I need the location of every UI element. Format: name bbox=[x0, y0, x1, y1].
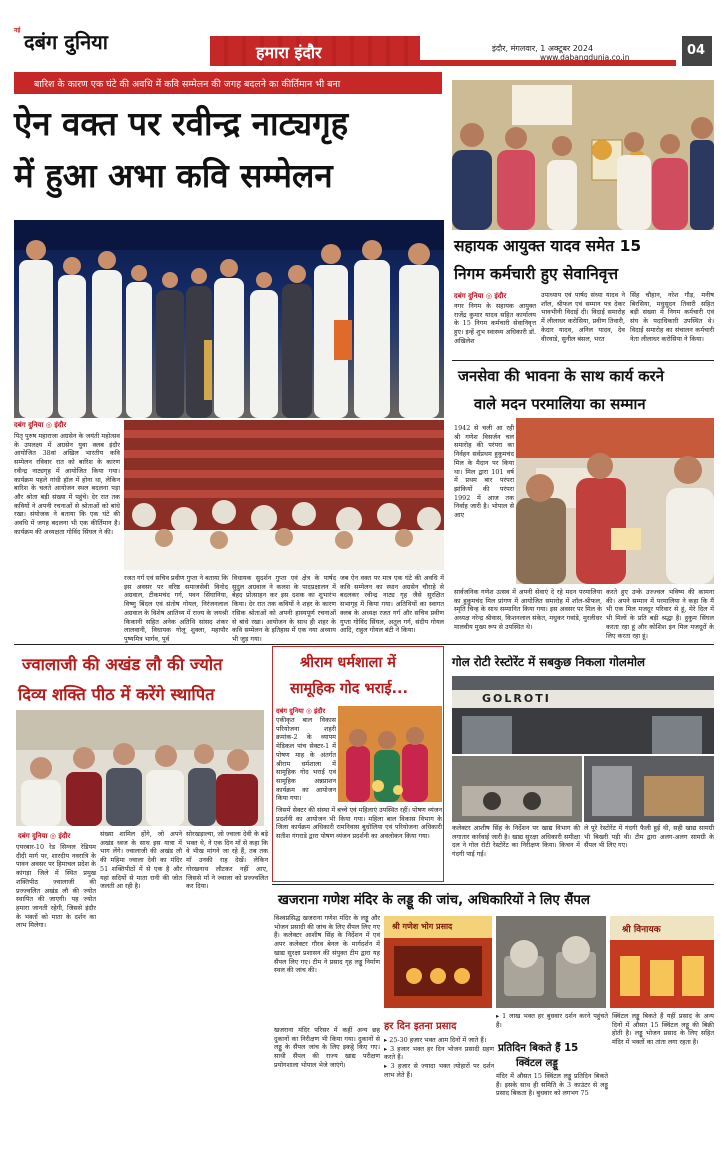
jwala-col-3: सोरखड़ाल्या, जो ज्वाला देवी के बड़े भक्त थे, ने एक दिन माँ से कहा कि वे भीख मांगने जा रहे हैं, तब तक माँ उनकी राह देखें। लेकिन गोरखनाथ लौटकर नहीं आए, जिससे माँ ने ज्वाला को प्रज्ज्वलित कर दिया। bbox=[186, 830, 268, 891]
divider bbox=[272, 884, 714, 885]
prasad-list-2 bbox=[496, 1012, 608, 1038]
lead-headline-2: में हुआ अभा कवि सम्मेलन bbox=[14, 156, 333, 195]
prasad-item: ▸ 1 लाख भक्त हर बुधवार दर्शन करने पहुंचते हैं। bbox=[496, 1012, 608, 1029]
section-title: हमारा इंदौर bbox=[256, 43, 322, 62]
ladoo-title-1: प्रतिदिन बिकते हैं 15 bbox=[498, 1043, 579, 1054]
retire-photo-illustration bbox=[452, 80, 714, 230]
lead-col-3: विधायक सुदर्शन गुप्ता एवं क्षेत्र के पार्षद सुदुल अग्रवाल ने कलश के पादप्रक्षालन में बेहद प्रोत्साहन कर इस दशक का शुभारंभ किया। देर रात तक कवियों ने शहर के कारण रसिक श्रोताओं को अपनी हास्यपूर्ण रचनाओं से बांधे रखा। आयोजन के साथ ही शहर के कवि सम्मेलन के इतिहास में एक नया अध्याय भी जुड़ गया। bbox=[232, 574, 336, 643]
golroti-photo-kitchen-1 bbox=[452, 756, 582, 822]
khajrana-photo-sign: श्री गणेश भोग प्रसाद bbox=[392, 922, 453, 931]
logo: नई दबंग दुनिया bbox=[14, 27, 108, 54]
kitchen-illustration bbox=[452, 756, 582, 822]
golroti-photo-kitchen-2 bbox=[584, 756, 714, 822]
prasad-title: हर दिन इतना प्रसाद bbox=[384, 1021, 457, 1032]
golroti-col-3: ले पूरे रेस्टोरेंट में गंदगी फैली हुई थी, सही खाद्य सामग्री भी बिखरी पड़ी थी। टीम द्वारा अलग-अलग सामग्री के सैंपल भी लिए गए। bbox=[584, 824, 714, 850]
lead-col-2: रजत गर्ग एवं सचिव प्रवीण गुप्ता ने बताया कि इस अवसर पर वरिष्ठ समाजसेवी विनोद अग्रवाल, टीकमचंद गर्ग, पवन सिंघानिया, विष्णु बिंदल एवं संतोष गोयल, निरंजनलाल अग्रवाल के विशेष आतिथ्य में राज्य के जयश्री किकानी सहित अनेक अतिथि सांसद शंकर लालवानी, विधायक गोलू शुक्ला, महापौर पुष्यमित्र भार्गव, पूर्व bbox=[124, 574, 228, 643]
divider bbox=[452, 360, 714, 361]
khajrana-photo-prasad bbox=[384, 916, 492, 1008]
jwala-byline: दबंग दुनिया ◎ इंदौर bbox=[18, 832, 71, 840]
prasad-item-text: 1 लाख भक्त हर बुधवार दर्शन करने पहुंचते हैं। bbox=[496, 1012, 608, 1029]
jwala-photo-illustration bbox=[16, 710, 264, 826]
prasad-item-text: 25-30 हजार भक्त आम दिनों में जाते हैं। bbox=[389, 1036, 487, 1044]
shriram-headline-1: श्रीराम धर्मशाला में bbox=[300, 655, 396, 671]
lead-kicker: बारिश के कारण एक घंटे की अवधि में कवि सम्मेलन की जगह बदलने का कीर्तिमान भी बना bbox=[34, 79, 341, 90]
retire-col-2: उपाध्याय एवं पार्षद संध्या यादव ने शॉल, श्रीफल एवं सम्मान पत्र देकर भावभीनी विदाई दी। विदाई समारोह में लीलाधर करोसिया, प्रवीण तिवारी, केदार यादव, अनिल यादव, देव वीरवाडे, सुनील बंसल, भरत bbox=[541, 291, 625, 343]
kitchen-illustration-2 bbox=[584, 756, 714, 822]
retire-headline-1: सहायक आयुक्त यादव समेत 15 bbox=[454, 237, 642, 255]
retire-col-1: नगर निगम के सहायक आयुक्त राजेंद्र कुमार यादव सहित कार्यालय के 15 निगम कर्मचारी सेवानिवृत्त हुए। इन्हें शुभ स्वास्थ्य अधिकारी डॉ. अखिलेश bbox=[454, 302, 536, 345]
jansewa-headline-1: जनसेवा की भावना के साथ कार्य करने bbox=[458, 368, 664, 385]
shriram-col-2: जिसमें सेक्टर की संस्था में बच्चे एवं महिलाएं उपस्थित रहीं। पोषण व्यंजन प्रदर्शनी का आयोजन भी किया गया। महिला बाल विकास विभाग के जिला कार्यक्रम अधिकारी रामनिवास बुधोलिया एवं परियोजना अधिकारी सतीश गंगराडे द्वारा पोषण व्यंजन प्रदर्शनी का अवलोकन किया गया। bbox=[276, 806, 442, 841]
audience-illustration bbox=[124, 420, 444, 570]
retire-photo bbox=[452, 80, 714, 230]
page-number-box bbox=[682, 36, 712, 66]
lead-kicker-bar bbox=[14, 72, 442, 94]
prasad-item: ▸ 25-30 हजार भक्त आम दिनों में जाते हैं। bbox=[384, 1036, 487, 1044]
khajrana-photo-shop bbox=[610, 916, 714, 1008]
page-number: 04 bbox=[687, 43, 706, 58]
section-banner bbox=[210, 36, 420, 66]
storefront-illustration bbox=[452, 676, 714, 754]
shriram-byline: दबंग दुनिया ◎ इंदौर bbox=[276, 707, 326, 715]
jwala-col-2: संख्या शामिल होंगे, जो अपने अखंड ध्वज के साथ इस यात्रा में भाग लेंगे। ज्वालाजी की अखंड लौ की महिमा ज्वाला देवी का मंदिर 51 शक्तिपीठों में से एक है और यहां सदियों से माता रानी की जोत जलती आ रही है। bbox=[100, 830, 182, 891]
dateline: इंदौर, मंगलवार, 1 अक्टूबर 2024 bbox=[492, 44, 594, 53]
golroti-sign: GOLROTI bbox=[482, 692, 551, 705]
khajrana-col-4: क्विंटल लड्डू बिकते हैं यहीं प्रसाद के अन्य दिनों में औसत 15 क्विंटल लड्डू की बिक्री होती है। लड्डू भोजन प्रसाद के लिए सहित मंदिर में भक्तों का तांता लगा रहता है। bbox=[612, 1012, 714, 1047]
retire-col-3: सिंह चौहान, नरेश गौड़, मनीष बिरसिया, मधुसूदन तिवारी सहित बड़ी संख्या में निगम कर्मचारी एवं संघ के पदाधिकारी उपस्थित थे। विदाई समारोह का संचालन कर्मचारी नेता लीलाधर करोसिया ने किया। bbox=[630, 291, 714, 343]
khajrana-headline: खजराना गणेश मंदिर के लड्डू की जांच, अधिकारियों ने लिए सैंपल bbox=[278, 893, 590, 908]
lead-photo-audience bbox=[124, 420, 444, 570]
shriram-photo bbox=[338, 706, 442, 802]
logo-text: दबंग दुनिया bbox=[24, 30, 108, 54]
retire-byline: दबंग दुनिया ◎ इंदौर bbox=[454, 292, 507, 300]
golroti-headline: गोल रोटी रेस्टोरेंट में सबकुछ निकला गोलमोल bbox=[452, 655, 646, 669]
retire-headline-2: निगम कर्मचारी हुए सेवानिवृत्त bbox=[454, 265, 619, 283]
masthead bbox=[0, 0, 725, 68]
golroti-photo-storefront bbox=[452, 676, 714, 754]
jansewa-col-2: सार्वजनिक गणेश उत्सव में अपनी सेवाएं दे रहे मदन परमालिया का हुकुमचंद मिल प्रांगण में आयोजित समारोह में शॉल-श्रीफल, स्मृति चिन्ह के साथ सम्मानित किया गया। इस अवसर पर मिल के अध्यक्ष नरेन्द्र श्रीवास, किशनलाल संकेत, मधुकर गवांडे, मुरलीधर मालवीय मुख्य रूप से उपस्थित थे। bbox=[454, 588, 602, 631]
shriram-col-1: एकीकृत बाल विकास परियोजना शहरी क्रमांक-2 के व्यापम मेडिकल पांच सेक्टर-1 में पोषण माह के अंतर्गत श्रीराम धर्मशाला में सामूहिक गोद भराई एवं सामूहिक अन्नप्राशन कार्यक्रम का आयोजन किया गया। bbox=[276, 716, 336, 803]
jansewa-photo bbox=[516, 418, 714, 584]
jwala-headline-2: दिव्य शक्ति पीठ में करेंगे स्थापित bbox=[18, 685, 215, 704]
shriram-headline-2: सामूहिक गोद भराई... bbox=[290, 681, 409, 697]
ladoo-text: मंदिर में औसत 15 क्विंटल लड्डू प्रतिदिन बिकते हैं। इसके साथ ही समिति के 3 काउंटर से लड्डू प्रसाद बिकता है। बुधवार को लगभग 75 bbox=[496, 1072, 608, 1098]
khajrana-col-1: विश्वप्रसिद्ध खजराना गणेश मंदिर के लड्डू और भोजन प्रसादी की जांच के लिए सैंपल लिए गए हैं। कलेक्टर आशीष सिंह के निर्देशन में एवं अपर कलेक्टर गौरव बेनल के मार्गदर्शन में खाद्य सुरक्षा प्रशासन की संयुक्त टीम द्वारा यह सैंपल लिए गए। टीम ने प्रसाद गृह लड्डू निर्माण स्थल की जांच की। bbox=[274, 914, 380, 975]
prasad-item-text: 3 हजार भक्त हर दिन भोजन प्रसादी ग्रहण करते हैं। bbox=[384, 1044, 494, 1062]
jansewa-headline-2: वाले मदन परमालिया का सम्मान bbox=[474, 396, 646, 413]
jwala-headline-1: ज्वालाजी की अखंड लौ की ज्योत bbox=[22, 655, 223, 674]
jwala-photo bbox=[16, 710, 264, 826]
jwala-col-1: एयरबार-10 रेड सिग्नल रेडियम दीदी मार्ग पर, शारदीय नवरात्रि के पावन अवसर पर हिमाचल प्रदेश के कांगड़ा जिले में स्थित प्रमुख शक्तिपीठ ज्वालाजी की प्रज्ज्वलित अखंड लौ की ज्योत स्थापित की जाएगी। यह ज्योत हमारा जानती रहेगी, जिससे इंदौर के भक्तों को माता के दर्शन का लाभ मिलेगा। bbox=[16, 843, 96, 930]
jansewa-col-3: करते हुए उन्के उज्ज्वल भविष्य की कामना की। अपने सम्मान में परमालिया ने कहा कि मैं भी एक मिल मजदूर परिवार से हूं, मेरे दिल में भी मिलों के प्रति बड़ी श्रद्धा है। हुकुम सिंघल करता रहा हूं और कोशिश इन मिल मजदूरों के लिए करता रहा हूं। bbox=[606, 588, 714, 640]
khajrana-col-2: खजराना मंदिर परिसर में कहीं अन्य छह दुकानों का निरीक्षण भी किया गया। दुकानों से लड्डू के सैंपल जांच के लिए इकट्ठे किए गए। साथी सैंपल की राज्य खाद्य परीक्षण प्रयोगशाला भोपाल भेजे जाएंगे। bbox=[274, 1026, 380, 1069]
prasad-item: ▸ 3 हजार से ज्यादा भक्त त्योहारों पर दर्शन लाभ लेते हैं। bbox=[384, 1062, 494, 1079]
jansewa-photo-illustration bbox=[516, 418, 714, 584]
lead-col-4: जब ऐन वक्त पर मात्र एक घंटे की अवधि में कवि सम्मेलन का स्थान अग्रसेन चौराहे से बदलकर रवीन्द्र नाट्य गृह जैसे सुरक्षित सभागृह में किया गया। अतिथियों का स्वागत क्लब के अध्यक्ष रजत गर्ग और सचिव प्रवीण गुप्ता गोविंद सिंघल, अतुल गर्ग, संदीप गोयल आदि, राहुल गोयल बंटी ने किया। bbox=[340, 574, 444, 635]
lead-photo-stage bbox=[14, 220, 444, 418]
lead-headline-1: ऐन वक्त पर रवीन्द्र नाट्यगृह bbox=[14, 104, 349, 143]
lead-col-1: पितृ पुरुष महाराजा अग्रसेन के जयंती महोत्सव के उपलक्ष्य में अग्रसेन युवा क्लब इंदौर आयोजित 38वां अखिल भारतीय कवि सम्मेलन रविवार रात को बारिश के कारण रवीन्द्र नाट्यगृह में आयोजित किया गया। कार्यक्रम पहले गांधी हॉल में होना था, लेकिन बारिश के चलते आयोजन स्थल बदलना पड़ा और श्रोता बड़ी संख्या में पहुंचे। देर रात तक कवियों ने अपनी रचनाओं से श्रोताओं को बांधे रखा। संयोजक ने बताया कि एक घंटे की अवधि में जगह बदलना भी एक कीर्तिमान है। कार्यक्रम की अध्यक्षता गोविंद सिंघल ने की। bbox=[14, 432, 120, 536]
jansewa-col-1: 1942 से चली आ रही श्री गणेश विसर्जन चल समारोह की परंपरा का निर्वहन सर्वप्रथम हुकुमचंद मिल के मैदान पर किया था। मिल द्वारा 101 वर्ष में प्रथम बार परंपरा झांकियों की परंपरा 1992 में आज तक निर्वाह जारी है। भोपाल से आए bbox=[454, 424, 514, 520]
lead-byline: दबंग दुनिया ◎ इंदौर bbox=[14, 421, 67, 429]
stage-people-illustration bbox=[14, 220, 444, 418]
golroti-col-1-text: कलेक्टर आशीष सिंह के निर्देशन पर खाद्य विभाग की लगातार कार्रवाई जारी है। खाद्य सुरक्षा अधिकारी समीक्षा दल ने गोल रोटी रेस्टोरेंट का निरीक्षण किया। किचन में गंदगी पाई गई। bbox=[452, 824, 580, 859]
website: www.dabangdunia.co.in bbox=[540, 53, 630, 62]
prasad-item: ▸ 3 हजार भक्त हर दिन भोजन प्रसादी ग्रहण करते हैं। bbox=[384, 1044, 494, 1062]
ladoo-title-2: क्विंटल लड्डू bbox=[516, 1058, 558, 1069]
prasad-item-text: 3 हजार से ज्यादा भक्त त्योहारों पर दर्शन लाभ लेते हैं। bbox=[384, 1062, 494, 1079]
khajrana-photo-kitchen bbox=[496, 916, 606, 1008]
khajrana-photo-sign-2: श्री विनायक bbox=[622, 925, 661, 935]
divider bbox=[14, 644, 714, 645]
prasad-list bbox=[384, 1036, 494, 1126]
golroti-col-1-box bbox=[452, 824, 580, 880]
shriram-photo-illustration bbox=[338, 706, 442, 802]
kitchen-illustration-3 bbox=[496, 916, 606, 1008]
